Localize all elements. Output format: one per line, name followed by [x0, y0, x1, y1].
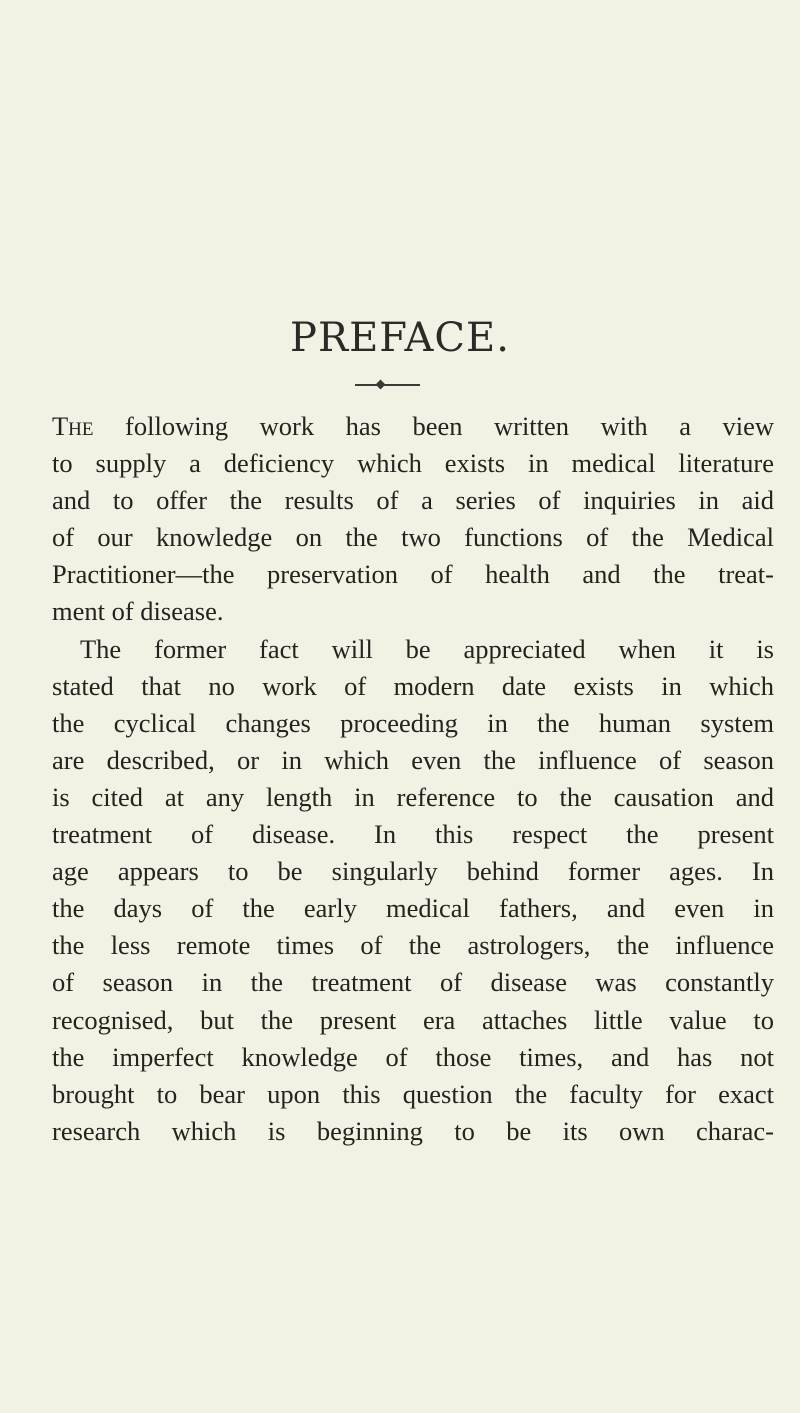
- text-line: brought to bear upon this question the faculty for exact: [52, 1078, 774, 1109]
- text-line-content: following work has been written with a view: [93, 411, 774, 441]
- text-line: stated that no work of modern date exists in which: [52, 670, 774, 701]
- text-line: age appears to be singularly behind former ages. In: [52, 856, 774, 887]
- text-line: the imperfect knowledge of those times, and has not: [52, 1041, 774, 1072]
- text-line: to supply a deficiency which exists in medical literature: [52, 448, 774, 479]
- text-line: recognised, but the present era attaches little value to: [52, 1004, 774, 1035]
- title-ornament: [355, 380, 420, 390]
- text-line: [52, 408, 774, 445]
- text-line: and to offer the results of a series of inquiries in aid: [52, 485, 774, 516]
- text-line: of season in the treatment of disease was constantly: [52, 967, 774, 998]
- text-line: the days of the early medical fathers, and even in: [52, 893, 774, 924]
- text-line: treatment of disease. In this respect the present: [52, 819, 774, 850]
- text-line: is cited at any length in reference to the causation and: [52, 781, 774, 812]
- text-line: ment of disease.: [52, 596, 224, 627]
- preface-body: [52, 408, 774, 1150]
- text-line: the less remote times of the astrologers, the influence: [52, 930, 774, 961]
- text-line: are described, or in which even the influence of season: [52, 744, 774, 775]
- text-line: The former fact will be appreciated when it is: [80, 633, 774, 664]
- page-title: PREFACE.: [290, 315, 510, 361]
- text-line: of our knowledge on the two functions of the Medical: [52, 522, 774, 553]
- text-line: the cyclical changes proceeding in the human system: [52, 707, 774, 738]
- text-line: research which is beginning to be its own charac-: [52, 1115, 774, 1146]
- text-line: Practitioner—the preservation of health and the treat-: [52, 559, 774, 590]
- lead-word: The: [52, 411, 94, 441]
- ornament-rule: [355, 384, 420, 386]
- ornament-diamond: [376, 380, 386, 390]
